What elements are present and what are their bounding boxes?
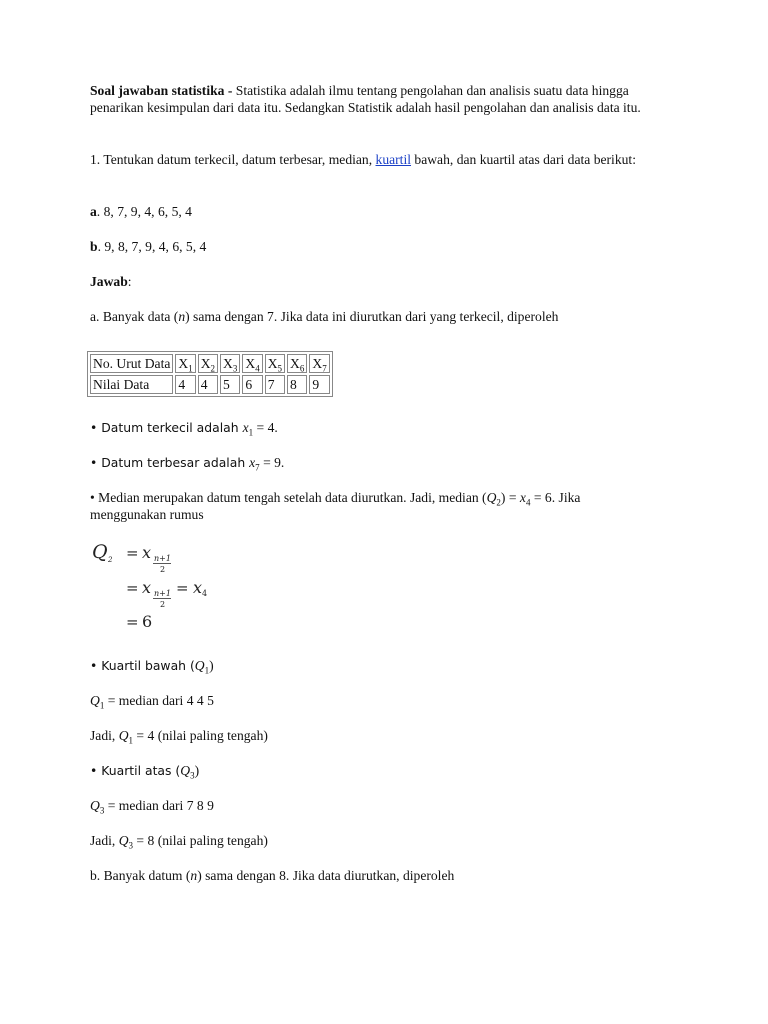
intro-paragraph — [90, 82, 660, 116]
median-q: Q — [486, 490, 497, 505]
answer-a-intro — [90, 308, 558, 325]
median-q-sub: 2 — [496, 497, 501, 508]
formula-den-1: 2 — [160, 565, 166, 574]
question-text-2: bawah, dan kuartil atas dari data berikut: — [411, 152, 636, 167]
table-header-cell: $X_3$ — [220, 354, 240, 373]
formula-x4: x — [193, 578, 203, 597]
median-text-3: = 6. Jika menggunakan rumus — [90, 490, 581, 522]
q3-heading-sub: 3 — [190, 770, 195, 781]
table-row-label: Nilai Data — [90, 375, 173, 394]
max-sub: 7 — [255, 462, 260, 473]
table-row — [90, 375, 330, 394]
formula-den-2: 2 — [160, 600, 166, 609]
question-a-label: a — [90, 204, 97, 219]
table-cell: 7 — [265, 375, 285, 394]
formula-eq-1: = — [126, 544, 139, 562]
intro-title: Soal jawaban statistika - — [90, 83, 233, 98]
a-intro-2: ) sama dengan 7. Jika data ini diurutkan dari yang terkecil, diperoleh — [185, 309, 559, 324]
formula-num-1: n+1 — [154, 554, 171, 563]
formula-q: Q — [92, 541, 108, 563]
table-row-label: No. Urut Data — [90, 354, 173, 373]
q3-heading-close: ) — [194, 763, 200, 778]
b-intro-1: b. Banyak datum ( — [90, 868, 191, 883]
question-b — [90, 238, 206, 255]
kuartil-link[interactable]: kuartil — [375, 152, 412, 167]
q1-line-q: Q — [90, 693, 100, 708]
min-text: • Datum terkecil adalah — [90, 420, 243, 435]
formula-eq-2: = — [126, 579, 139, 597]
b-intro-2: ) sama dengan 8. Jika data diurutkan, diperoleh — [197, 868, 455, 883]
q1-line-sub: 1 — [99, 700, 105, 711]
q3-line-q: Q — [90, 798, 100, 813]
q1-heading-sub: 1 — [204, 665, 210, 676]
table-header-cell: $X_4$ — [242, 354, 262, 373]
table-row — [90, 354, 330, 373]
answer-heading-colon: : — [127, 274, 132, 289]
min-line — [90, 419, 278, 436]
formula-eq-3: = — [176, 579, 189, 597]
q3-jadi-q: Q — [118, 833, 129, 848]
formula-x-1: x — [142, 543, 152, 562]
a-intro-n: n — [178, 309, 186, 324]
q1-line — [90, 692, 214, 709]
max-line — [90, 454, 284, 471]
table-header-cell: $X_5$ — [265, 354, 285, 373]
q1-jadi-2: = 4 (nilai paling tengah) — [133, 728, 268, 743]
table-header-cell: $X_6$ — [287, 354, 307, 373]
formula-q-sub: 2 — [108, 556, 113, 564]
median-formula — [90, 540, 230, 630]
table-cell: 4 — [198, 375, 218, 394]
table-header-cell: $X_1$ — [175, 354, 195, 373]
q3-jadi-2: = 8 (nilai paling tengah) — [133, 833, 268, 848]
min-var: x — [242, 420, 249, 435]
q1-heading — [90, 657, 214, 674]
q3-conclusion — [90, 832, 268, 849]
q1-heading-close: ) — [209, 658, 214, 673]
data-table-wrap — [87, 351, 333, 397]
min-val: = 4. — [253, 420, 278, 435]
median-text-1: • Median merupakan datum tengah setelah data diurutkan. Jadi, median ( — [90, 490, 487, 505]
table-cell: 6 — [242, 375, 262, 394]
formula-num-2: n+1 — [154, 589, 171, 598]
a-intro-1: a. Banyak data ( — [90, 309, 179, 324]
table-cell: 9 — [309, 375, 329, 394]
q3-jadi-sub: 3 — [128, 840, 134, 851]
max-val: = 9. — [259, 455, 285, 470]
question-a-data: . 8, 7, 9, 4, 6, 5, 4 — [96, 204, 192, 219]
question-b-label: b — [90, 239, 98, 254]
formula-eq-4: = — [126, 613, 139, 630]
q1-line-text: = median dari 4 4 5 — [104, 693, 214, 708]
q3-heading-q: Q — [180, 763, 191, 778]
answer-heading — [90, 273, 132, 290]
question-b-data: . 9, 8, 7, 9, 4, 6, 5, 4 — [97, 239, 207, 254]
q3-line-sub: 3 — [99, 805, 105, 816]
q3-line-text: = median dari 7 8 9 — [104, 798, 214, 813]
formula-x-2: x — [142, 578, 152, 597]
answer-b-intro — [90, 867, 454, 884]
q3-heading — [90, 762, 199, 779]
median-text-2: ) = — [500, 490, 520, 505]
question-paragraph — [90, 151, 660, 168]
table-cell: 5 — [220, 375, 240, 394]
table-cell: 8 — [287, 375, 307, 394]
q3-line — [90, 797, 214, 814]
table-header-cell: $X_2$ — [198, 354, 218, 373]
intro-text: Statistika adalah ilmu tentang pengolahan dan analisis suatu data hingga penarikan kesimpulan dari data itu. Sedangkan Statistik adalah hasil pengolahan dan analisis data itu. — [90, 83, 641, 115]
table-header-cell: $X_7$ — [309, 354, 329, 373]
max-text: • Datum terbesar adalah — [90, 455, 250, 470]
q3-jadi-1: Jadi, — [90, 833, 119, 848]
q1-conclusion — [90, 727, 268, 744]
min-sub: 1 — [248, 427, 254, 438]
q1-jadi-sub: 1 — [128, 735, 134, 746]
question-text-1: 1. Tentukan datum terkecil, datum terbesar, median, — [90, 152, 376, 167]
q3-heading-text: • Kuartil atas ( — [90, 763, 181, 778]
median-x: x — [519, 490, 526, 505]
formula-result: 6 — [142, 612, 153, 630]
answer-heading-text: Jawab — [90, 274, 128, 289]
question-a — [90, 203, 192, 220]
table-cell: 4 — [175, 375, 195, 394]
max-var: x — [249, 455, 256, 470]
q1-heading-text: • Kuartil bawah ( — [90, 658, 195, 673]
median-x-sub: 4 — [525, 497, 531, 508]
data-table — [87, 351, 333, 397]
q1-jadi-q: Q — [118, 728, 129, 743]
b-intro-n: n — [190, 868, 198, 883]
q1-jadi-1: Jadi, — [90, 728, 119, 743]
formula-x4-sub: 4 — [202, 589, 208, 598]
q1-heading-q: Q — [194, 658, 205, 673]
median-paragraph — [90, 489, 660, 523]
